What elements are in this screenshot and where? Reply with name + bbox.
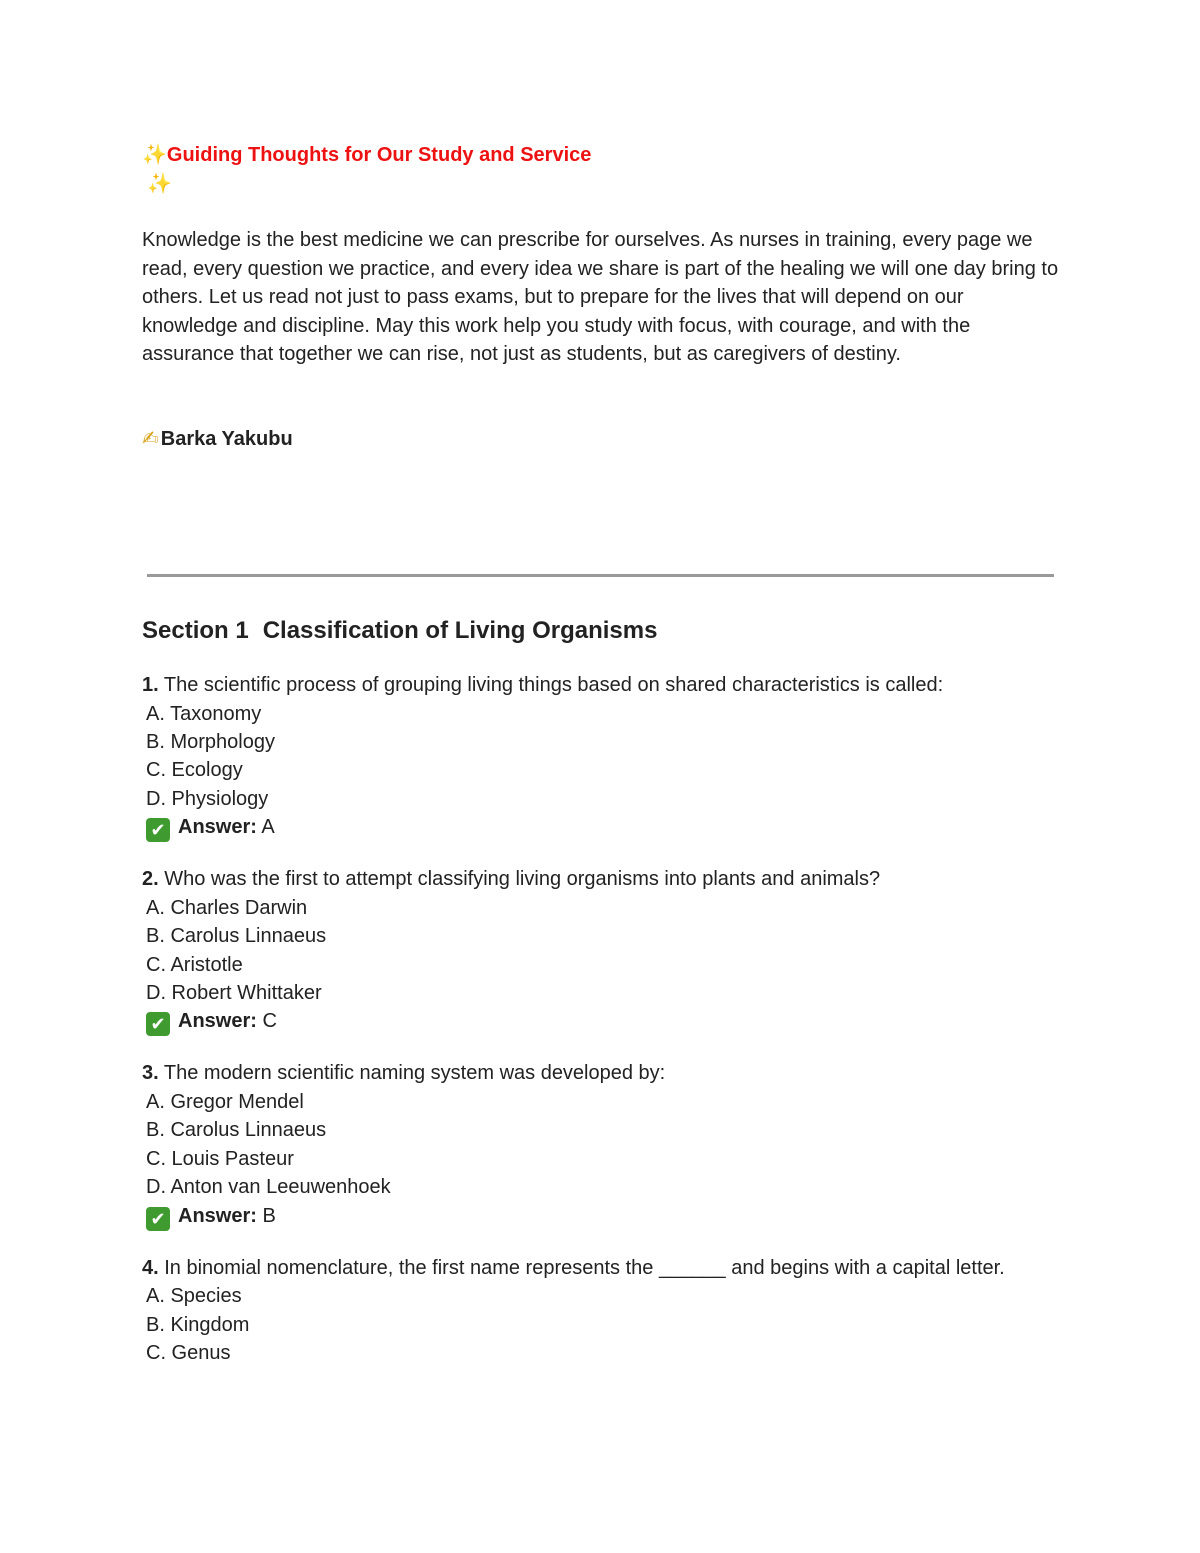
- answer-option: A. Gregor Mendel: [146, 1091, 304, 1114]
- answer-option: C. Genus: [146, 1342, 231, 1365]
- question-list: [142, 671, 1062, 1390]
- question-number: 1.: [142, 674, 159, 696]
- intro-paragraph: Knowledge is the best medicine we can prescribe for ourselves. As nurses in training, every page we read, every question we practice, and every idea we share is part of the healing we will one day bring to others. Let us read not just to pass exams, but to prepare for the lives that will depend on our knowledge and discipline. May this work help you study with focus, with courage, and with the assurance that together we can rise, not just as students, but as caregivers of destiny.: [142, 229, 1059, 366]
- answer-option: A. Species: [146, 1285, 242, 1308]
- sparkles-icon: ✨: [142, 144, 167, 166]
- answer-option: C. Ecology: [146, 759, 243, 782]
- author-signature: [142, 425, 293, 453]
- answer-option: B. Carolus Linnaeus: [146, 1119, 327, 1142]
- question-text: [142, 1254, 1062, 1283]
- question-text: [142, 865, 1062, 894]
- answer-option: C. Louis Pasteur: [146, 1147, 294, 1170]
- answer-option: D. Physiology: [146, 787, 269, 810]
- author-name: Barka Yakubu: [160, 428, 293, 450]
- section-title: Classification of Living Organisms: [262, 617, 658, 644]
- answer-label: Answer:: [178, 1204, 257, 1227]
- check-mark-icon: ✔: [146, 1207, 170, 1231]
- answer-value: A: [256, 816, 275, 839]
- writing-hand-icon: ✍: [142, 428, 159, 450]
- question-text: [142, 1059, 1062, 1088]
- question-prompt: The modern scientific naming system was developed by:: [158, 1062, 666, 1085]
- question-prompt: The scientific process of grouping living things based on shared characteristics is called:: [158, 674, 944, 696]
- answer-option: B. Kingdom: [146, 1313, 250, 1336]
- section-heading: [142, 615, 657, 647]
- question-number: 3.: [142, 1062, 159, 1085]
- answer-value: B: [256, 1204, 276, 1227]
- correct-answer: [142, 813, 1062, 842]
- question-text: [142, 671, 1062, 700]
- sparkles-icon: ✨: [147, 173, 172, 195]
- question-number: 4.: [142, 1256, 159, 1279]
- question-item: [142, 865, 1062, 1036]
- question-item: [142, 671, 1062, 842]
- intro-title: [142, 141, 591, 169]
- question-prompt: Who was the first to attempt classifying living organisms into plants and animals?: [158, 868, 881, 891]
- check-mark-icon: ✔: [146, 1012, 170, 1036]
- answer-value: C: [256, 1010, 277, 1033]
- question-number: 2.: [142, 868, 159, 891]
- answer-option: D. Anton van Leeuwenhoek: [146, 1176, 391, 1199]
- question-item: [142, 1254, 1062, 1368]
- check-mark-icon: ✔: [146, 818, 170, 842]
- answer-option: C. Aristotle: [146, 953, 243, 976]
- question-item: [142, 1059, 1062, 1230]
- answer-label: Answer:: [178, 816, 257, 839]
- answer-option: B. Carolus Linnaeus: [146, 925, 327, 948]
- question-prompt: In binomial nomenclature, the first name represents the ______ and begins with a capital letter.: [158, 1256, 1005, 1279]
- answer-option: B. Morphology: [146, 731, 275, 753]
- answer-option: A. Charles Darwin: [146, 896, 308, 919]
- answer-option: A. Taxonomy: [146, 702, 262, 725]
- section-divider: [147, 574, 1054, 577]
- answer-label: Answer:: [178, 1010, 257, 1033]
- correct-answer: [142, 1007, 1062, 1036]
- section-number: Section 1: [142, 617, 249, 644]
- intro-title-text: Guiding Thoughts for Our Study and Service: [166, 144, 592, 166]
- correct-answer: [142, 1202, 1062, 1231]
- answer-option: D. Robert Whittaker: [146, 982, 322, 1005]
